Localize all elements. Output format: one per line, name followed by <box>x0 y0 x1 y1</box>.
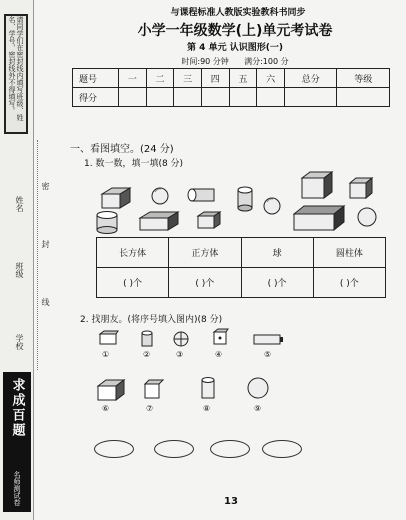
series-line: 与课程标准人教版实验教科书同步 <box>170 8 306 18</box>
sphere-icon-3 <box>356 206 378 228</box>
question-2-title: 2. 找朋友。(将序号填入图内)(8 分) <box>80 315 223 325</box>
school-field-label: 学校 <box>15 334 24 350</box>
score-table-score-row <box>73 88 390 107</box>
cylinder-upright-icon <box>94 210 120 234</box>
can-icon <box>200 376 216 402</box>
answer-cloud-2[interactable] <box>154 440 194 458</box>
answer-blank[interactable]: ( )个 <box>169 268 241 298</box>
brand-logo <box>3 372 31 512</box>
page-title: 小学一年级数学(上)单元考试卷 <box>137 23 333 39</box>
item-number-2: ② <box>143 350 151 359</box>
classification-table <box>96 237 386 298</box>
box-object-icon <box>98 330 120 346</box>
cylinder-icon <box>186 186 216 204</box>
column-cuboid: 长方体 <box>97 238 169 268</box>
answer-cloud-3[interactable] <box>210 440 250 458</box>
ball-icon <box>246 376 270 400</box>
cube-large-icon <box>300 170 334 200</box>
cup-icon <box>140 330 154 348</box>
battery-icon <box>252 332 284 346</box>
score-blank[interactable] <box>257 88 285 107</box>
column-sphere: 球 <box>241 238 313 268</box>
classification-header-row <box>97 238 386 268</box>
column-cube: 正方体 <box>169 238 241 268</box>
score-cell: 等级 <box>337 69 390 88</box>
seal-word-2: 封 <box>41 240 50 248</box>
answer-blank[interactable]: ( )个 <box>97 268 169 298</box>
item-number-1: ① <box>102 350 110 359</box>
score-cell: 六 <box>257 69 285 88</box>
cuboid-long-icon <box>292 204 346 234</box>
basketball-icon <box>172 330 190 348</box>
classification-answer-row <box>97 268 386 298</box>
binding-note: 请同学们在密封线内填写班级、姓名、学号，密封线外不得填写。 <box>8 16 24 121</box>
cuboid-object-icon <box>96 378 126 402</box>
item-number-3: ③ <box>176 350 184 359</box>
answer-cloud-1[interactable] <box>94 440 134 458</box>
score-blank[interactable] <box>337 88 390 107</box>
score-cell: 一 <box>119 69 147 88</box>
column-cylinder: 圆柱体 <box>313 238 385 268</box>
cube-small-icon <box>348 176 374 200</box>
item-number-7: ⑦ <box>146 404 154 413</box>
time-score-line <box>90 56 380 67</box>
answer-blank[interactable]: ( )个 <box>313 268 385 298</box>
time-limit: 时间:90 分钟 <box>181 57 229 66</box>
question-1-title: 1. 数一数，填一填(8 分) <box>84 159 184 169</box>
brand-subtitle: 名师测试卷 <box>13 471 21 506</box>
page-number: 13 <box>224 496 238 507</box>
cylinder-tall-icon <box>236 186 254 212</box>
cube-icon <box>98 186 132 210</box>
sphere-icon-2 <box>262 196 282 216</box>
dice-icon <box>212 328 230 348</box>
full-score: 满分:100 分 <box>244 57 289 66</box>
item-number-9: ⑨ <box>254 404 262 413</box>
item-number-4: ④ <box>215 350 223 359</box>
class-field-label: 班级 <box>15 262 24 278</box>
score-row-label: 得分 <box>73 88 119 107</box>
name-field-label: 姓名 <box>15 196 24 212</box>
binding-note-box <box>4 14 28 134</box>
cube-object-icon <box>142 378 164 400</box>
item-number-5: ⑤ <box>264 350 272 359</box>
score-table-header-row <box>73 69 390 88</box>
seal-word-1: 密 <box>41 182 50 190</box>
score-blank[interactable] <box>229 88 257 107</box>
score-cell: 总分 <box>284 69 337 88</box>
sphere-icon <box>150 186 170 206</box>
score-blank[interactable] <box>284 88 337 107</box>
score-cell: 四 <box>201 69 229 88</box>
score-blank[interactable] <box>201 88 229 107</box>
section-1-title: 一、看图填空。(24 分) <box>70 144 174 155</box>
score-blank[interactable] <box>174 88 202 107</box>
unit-title: 第 4 单元 认识图形(一) <box>187 43 283 53</box>
seal-line <box>37 140 38 370</box>
score-cell: 二 <box>146 69 174 88</box>
score-cell: 五 <box>229 69 257 88</box>
cuboid-small-icon <box>196 210 222 230</box>
answer-blank[interactable]: ( )个 <box>241 268 313 298</box>
score-table <box>72 68 390 107</box>
cuboid-flat-icon <box>138 210 180 232</box>
score-cell: 三 <box>174 69 202 88</box>
brand-title: 求成百题 <box>9 378 25 438</box>
binding-strip <box>0 0 34 520</box>
item-number-8: ⑧ <box>203 404 211 413</box>
seal-word-3: 线 <box>41 298 50 306</box>
score-blank[interactable] <box>119 88 147 107</box>
item-number-6: ⑥ <box>102 404 110 413</box>
score-blank[interactable] <box>146 88 174 107</box>
score-cell: 题号 <box>73 69 119 88</box>
answer-cloud-4[interactable] <box>262 440 302 458</box>
